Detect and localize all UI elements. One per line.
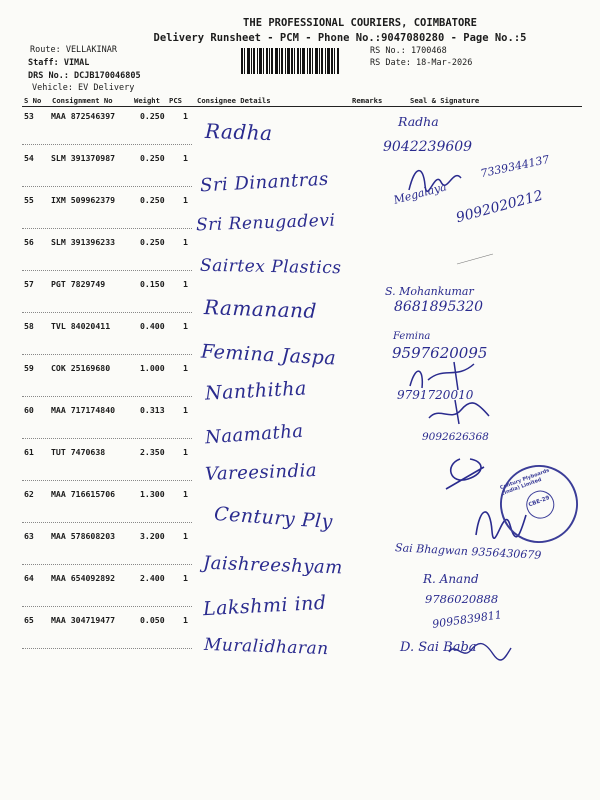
row-pcs: 1 xyxy=(183,237,188,247)
row-consignment: SLM 391396233 xyxy=(51,237,116,247)
signature-text: 9597620095 xyxy=(392,344,488,362)
row-sno: 65 xyxy=(24,615,34,625)
row-consignment: PGT 7829749 xyxy=(51,279,106,289)
row-pcs: 1 xyxy=(183,615,188,625)
signature-text: S. Mohankumar xyxy=(385,285,474,298)
rs-date: RS Date: 18-Mar-2026 xyxy=(370,58,473,68)
signature-text: 7339344137 xyxy=(479,152,551,181)
row-consignment: SLM 391370987 xyxy=(51,153,116,163)
row-sno: 53 xyxy=(24,111,34,121)
table-row xyxy=(0,107,600,147)
vehicle-label: Vehicle: EV Delivery xyxy=(32,83,135,93)
row-consignment: COK 25169680 xyxy=(51,363,111,373)
row-weight: 0.250 xyxy=(140,195,165,205)
row-pcs: 1 xyxy=(183,573,188,583)
row-sno: 56 xyxy=(24,237,34,247)
row-pcs: 1 xyxy=(183,153,188,163)
signature-text: 9042239609 xyxy=(383,139,473,155)
barcode xyxy=(241,48,365,74)
row-consignment: MAA 717174840 xyxy=(51,405,116,415)
consignee-handwriting: Radha xyxy=(204,118,273,146)
row-weight: 0.250 xyxy=(140,153,165,163)
row-pcs: 1 xyxy=(183,321,188,331)
signature-scribble xyxy=(440,455,490,495)
row-weight: 2.400 xyxy=(140,573,165,583)
company-name: THE PROFESSIONAL COURIERS, COIMBATORE xyxy=(243,17,477,29)
row-pcs: 1 xyxy=(183,489,188,499)
signature-text: Femina xyxy=(393,331,431,342)
signature-text: Sai Bhagwan 9356430679 xyxy=(394,541,542,562)
row-weight: 0.150 xyxy=(140,279,165,289)
seal-ring-text: Century Plyboards (India) Limited xyxy=(499,467,551,497)
staff-label: Staff: VIMAL xyxy=(28,58,90,68)
row-sno: 61 xyxy=(24,447,34,457)
signature-text: 9786020888 xyxy=(425,592,499,606)
row-sno: 55 xyxy=(24,195,34,205)
signature-scribble xyxy=(404,360,484,394)
runsheet-title: Delivery Runsheet - PCM - Phone No.:9047080280 - Page No.:5 xyxy=(153,32,527,44)
signature-text: Radha xyxy=(398,114,439,129)
row-weight: 0.313 xyxy=(140,405,165,415)
row-sno: 60 xyxy=(24,405,34,415)
row-consignment: MAA 716615706 xyxy=(51,489,116,499)
row-weight: 1.300 xyxy=(140,489,165,499)
row-consignment: MAA 578608203 xyxy=(51,531,116,541)
consignee-handwriting: Vareesindia xyxy=(204,460,318,485)
signature-text: 9092626368 xyxy=(422,431,489,443)
pen-mark xyxy=(455,250,495,270)
signature-scribble xyxy=(405,160,465,200)
row-weight: 0.250 xyxy=(140,237,165,247)
row-weight: 1.000 xyxy=(140,363,165,373)
consignee-handwriting: Naamatha xyxy=(204,420,305,449)
rs-number: RS No.: 1700468 xyxy=(370,46,447,56)
signature-text: 9095839811 xyxy=(431,608,503,631)
signature-text: D. Sai Baba xyxy=(400,640,477,655)
row-consignment: MAA 304719477 xyxy=(51,615,116,625)
row-pcs: 1 xyxy=(183,279,188,289)
col-consignment: Consignment No xyxy=(52,96,113,105)
row-sno: 59 xyxy=(24,363,34,373)
row-pcs: 1 xyxy=(183,405,188,415)
consignee-handwriting: Sairtex Plastics xyxy=(199,255,342,279)
consignee-handwriting: Muralidharan xyxy=(203,634,329,660)
row-consignment: MAA 872546397 xyxy=(51,111,116,121)
col-sno: S No xyxy=(24,96,42,105)
col-pcs: PCS xyxy=(169,96,182,105)
col-weight: Weight xyxy=(134,96,160,105)
row-sno: 63 xyxy=(24,531,34,541)
row-sno: 58 xyxy=(24,321,34,331)
signature-text: 8681895320 xyxy=(394,299,484,315)
route-label: Route: VELLAKINAR xyxy=(30,45,117,55)
row-pcs: 1 xyxy=(183,195,188,205)
signature-text: 9791720010 xyxy=(397,388,474,402)
row-weight: 2.350 xyxy=(140,447,165,457)
row-consignment: TUT 7470638 xyxy=(51,447,106,457)
row-pcs: 1 xyxy=(183,531,188,541)
row-pcs: 1 xyxy=(183,447,188,457)
signature-scribble xyxy=(445,640,515,662)
row-pcs: 1 xyxy=(183,363,188,373)
row-sno: 54 xyxy=(24,153,34,163)
consignee-handwriting: Sri Dinantras xyxy=(199,168,330,197)
consignee-handwriting: Jaishreeshyam xyxy=(202,552,344,579)
consignee-handwriting: Century Ply xyxy=(213,502,334,534)
row-consignment: MAA 654092892 xyxy=(51,573,116,583)
consignee-handwriting: Femina Jaspa xyxy=(200,340,337,370)
row-consignment: IXM 509962379 xyxy=(51,195,116,205)
signature-text: R. Anand xyxy=(423,572,479,586)
consignee-handwriting: Sri Renugadevi xyxy=(195,210,336,236)
row-weight: 3.200 xyxy=(140,531,165,541)
row-sno: 62 xyxy=(24,489,34,499)
col-seal: Seal & Signature xyxy=(410,96,480,105)
consignee-handwriting: Ramanand xyxy=(203,295,318,323)
row-weight: 0.050 xyxy=(140,615,165,625)
row-consignment: TVL 84020411 xyxy=(51,321,111,331)
signature-text: 9092020212 xyxy=(454,187,545,227)
drs-number: DRS No.: DCJB170046805 xyxy=(28,71,141,81)
signature-text: Megalaya xyxy=(392,180,448,207)
row-weight: 0.250 xyxy=(140,111,165,121)
consignee-handwriting: Lakshmi ind xyxy=(202,591,328,621)
signature-scribble xyxy=(425,398,495,428)
row-sno: 64 xyxy=(24,573,34,583)
row-sno: 57 xyxy=(24,279,34,289)
col-consignee: Consignee Details xyxy=(197,96,271,105)
consignee-handwriting: Nanthitha xyxy=(204,377,308,405)
row-pcs: 1 xyxy=(183,111,188,121)
col-remarks: Remarks xyxy=(352,96,383,105)
row-weight: 0.400 xyxy=(140,321,165,331)
seal-center-text: CBE-29 xyxy=(527,495,551,509)
